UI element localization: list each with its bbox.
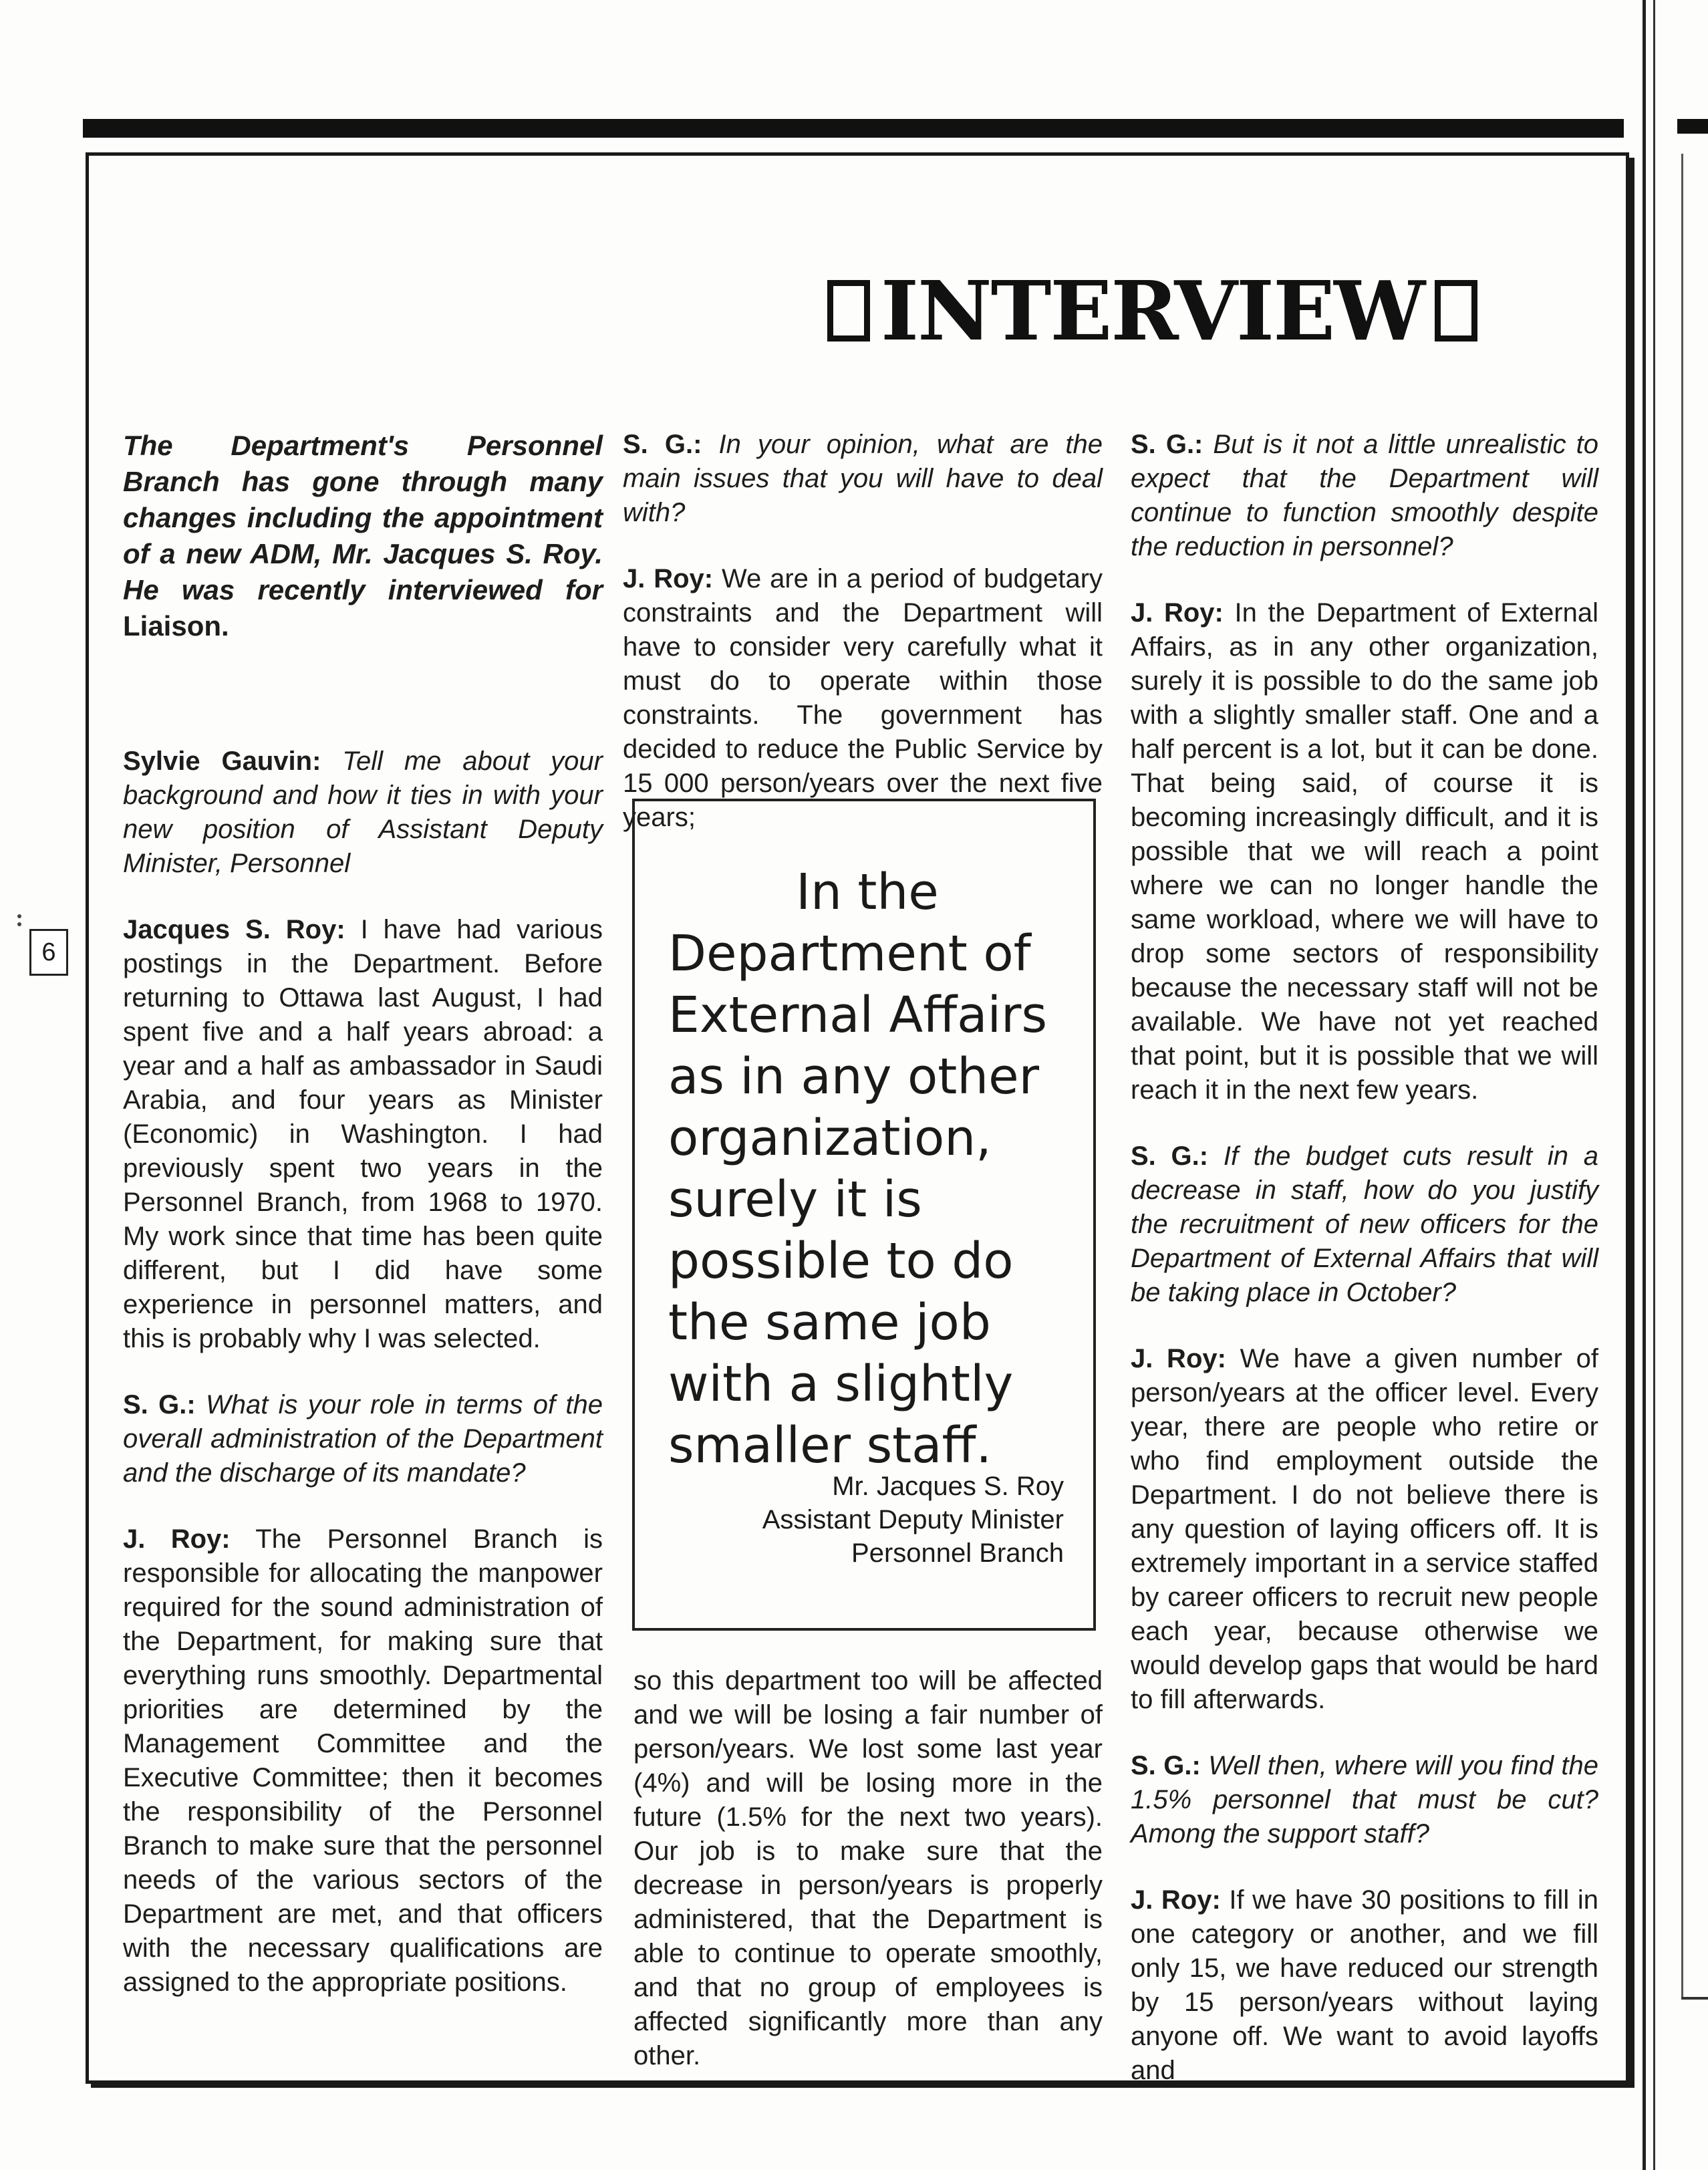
column-2-continued — [633, 1664, 1103, 2105]
speaker-label: J. Roy: — [1131, 1885, 1221, 1915]
pull-quote-text — [668, 861, 1066, 1476]
intro-paragraph — [123, 428, 603, 644]
speaker-label: S. G.: — [1131, 430, 1203, 459]
header-rule-tick — [1620, 119, 1624, 138]
dialogue-turn — [623, 562, 1103, 835]
question-text: What is your role in terms of the overall administration of the Department and the discharge of its mandate? — [123, 1390, 603, 1488]
margin-dot — [17, 922, 21, 926]
dialogue-turn — [123, 744, 603, 881]
adjacent-page-border — [1681, 154, 1683, 1998]
attribution-title: Assistant Deputy Minister — [762, 1505, 1064, 1534]
adjacent-page-foot — [1681, 1997, 1708, 2000]
adjacent-page-rule — [1677, 119, 1708, 134]
question-text: But is it not a little unrealistic to expect that the Department will continue to function smoothly despite the reduction in personnel? — [1131, 430, 1599, 561]
answer-text: I have had various postings in the Department. Before returning to Ottawa last August, I had spent five and a half years abroad: a year and a half as ambassador in Saudi Arabia, and four years as Minister (Economic) in Washington. I had previously spent two years in the Personnel Branch, from 1968 to 1970. My work since that time has been quite different, but I did have some experience in personnel matters, and this is probably why I was selected. — [123, 915, 603, 1353]
dialogue-turn — [123, 913, 603, 1356]
page-edge-rule — [1643, 0, 1646, 2170]
speaker-label: Jacques S. Roy: — [123, 915, 345, 944]
heading-box-left-icon — [827, 280, 870, 342]
dialogue-turn — [633, 1664, 1103, 2073]
dialogue-turn — [1131, 1749, 1598, 1851]
dialogue-turn — [123, 1522, 603, 2000]
dialogue-turn — [1131, 1342, 1598, 1717]
page-title: INTERVIEW — [881, 263, 1425, 359]
answer-text: so this department too will be affected and we will be losing a fair number of person/years. We lost some last year (4%) and will be losing more in the future (1.5% for the next two years). Our job is to make sure that the decrease in person/years is properly administered, that the Department is able to continue to operate smoothly, and that no group of employees is affected significantly more than any other. — [633, 1666, 1103, 2070]
answer-text: We are in a period of budgetary constraints and the Department will have to consider very carefully what it must do to operate within those constraints. The government has decided to reduce the Public Service by 15 000 person/years over the next five years; — [623, 564, 1103, 832]
speaker-label: Sylvie Gauvin: — [123, 747, 321, 776]
question-text: Tell me about your background and how it ties in with your new position of Assistant Deputy Minister, Personnel — [123, 747, 603, 878]
answer-text: The Personnel Branch is responsible for allocating the manpower required for the sound administration of the Department, for making sure that everything runs smoothly. Departmental priorities are determined by the Management Committee and the Executive Committee; then it becomes the responsibility of the Personnel Branch to make sure that the personnel needs of the various sectors of the Department are met, and that officers with the necessary qualifications are assigned to the appropriate positions. — [123, 1524, 603, 1997]
question-text: Well then, where will you find the 1.5% personnel that must be cut? Among the support staff? — [1131, 1751, 1599, 1849]
answer-text: If we have 30 positions to fill in one category or another, and we fill only 15, we have reduced our strength by 15 person/years without laying anyone off. We want to avoid layoffs and — [1131, 1885, 1598, 2085]
pull-quote-first-line: In the — [796, 863, 939, 921]
speaker-label: J. Roy: — [623, 564, 714, 593]
page-edge-rule-inner — [1653, 0, 1655, 2170]
header-rule — [83, 119, 1620, 138]
column-3 — [1131, 428, 1598, 2120]
dialogue-turn — [123, 1388, 603, 1490]
margin-dot — [17, 914, 21, 918]
answer-text: We have a given number of person/years at the officer level. Every year, there are people who retire or who find employment outside the Department. I do not believe there is any question of laying officers off. It is extremely important in a service staffed by career officers to recruit new people each year, because otherwise we would develop gaps that would be hard to fill afterwards. — [1131, 1344, 1599, 1714]
dialogue-turn — [1131, 1139, 1598, 1310]
intro-text: The Department's Personnel Branch has gone through many changes including the appointment of a new ADM, Mr. Jacques S. Roy. He was recently interviewed for — [123, 430, 603, 605]
question-text: If the budget cuts result in a decrease in staff, how do you justify the recruitment of new officers for the Department of External Affairs that will be taking place in October? — [1131, 1141, 1599, 1307]
dialogue-turn — [1131, 1883, 1598, 2088]
page-number: 6 — [29, 929, 68, 976]
speaker-label: J. Roy: — [123, 1524, 231, 1554]
dialogue-turn — [623, 428, 1103, 530]
pull-quote-body: Department of External Affairs as in any other organization, surely it is possible to do the same job with a slightly smaller staff. — [668, 925, 1048, 1474]
speaker-label: J. Roy: — [1131, 598, 1224, 628]
dialogue-turn — [1131, 428, 1598, 564]
speaker-label: S. G.: — [623, 430, 702, 459]
section-heading — [827, 264, 1477, 358]
pull-quote-attribution — [762, 1470, 1064, 1570]
speaker-label: S. G.: — [1131, 1751, 1201, 1780]
attribution-branch: Personnel Branch — [851, 1538, 1064, 1568]
publication-name: Liaison. — [123, 610, 229, 642]
speaker-label: S. G.: — [123, 1390, 196, 1419]
pull-quote — [632, 799, 1096, 1631]
frame-shadow-right — [1629, 158, 1634, 2088]
dialogue-turn — [1131, 596, 1598, 1107]
attribution-name: Mr. Jacques S. Roy — [832, 1472, 1064, 1501]
speaker-label: J. Roy: — [1131, 1344, 1226, 1373]
heading-box-right-icon — [1435, 280, 1477, 342]
answer-text: In the Department of External Affairs, as in any other organization, surely it is possible to do the same job with a slightly smaller staff. One and a half percent is a lot, but it can be done. That being said, of course it is becoming increasingly difficult, and it is possible that we will reach a point where we can no longer handle the same workload, where we will have to drop some sectors of responsibility because the necessary staff will not be available. We have not yet reached that point, but it is possible that we will reach it in the next few years. — [1131, 598, 1599, 1105]
column-1 — [123, 428, 603, 2032]
question-text: In your opinion, what are the main issues that you will have to deal with? — [623, 430, 1103, 527]
speaker-label: S. G.: — [1131, 1141, 1209, 1171]
